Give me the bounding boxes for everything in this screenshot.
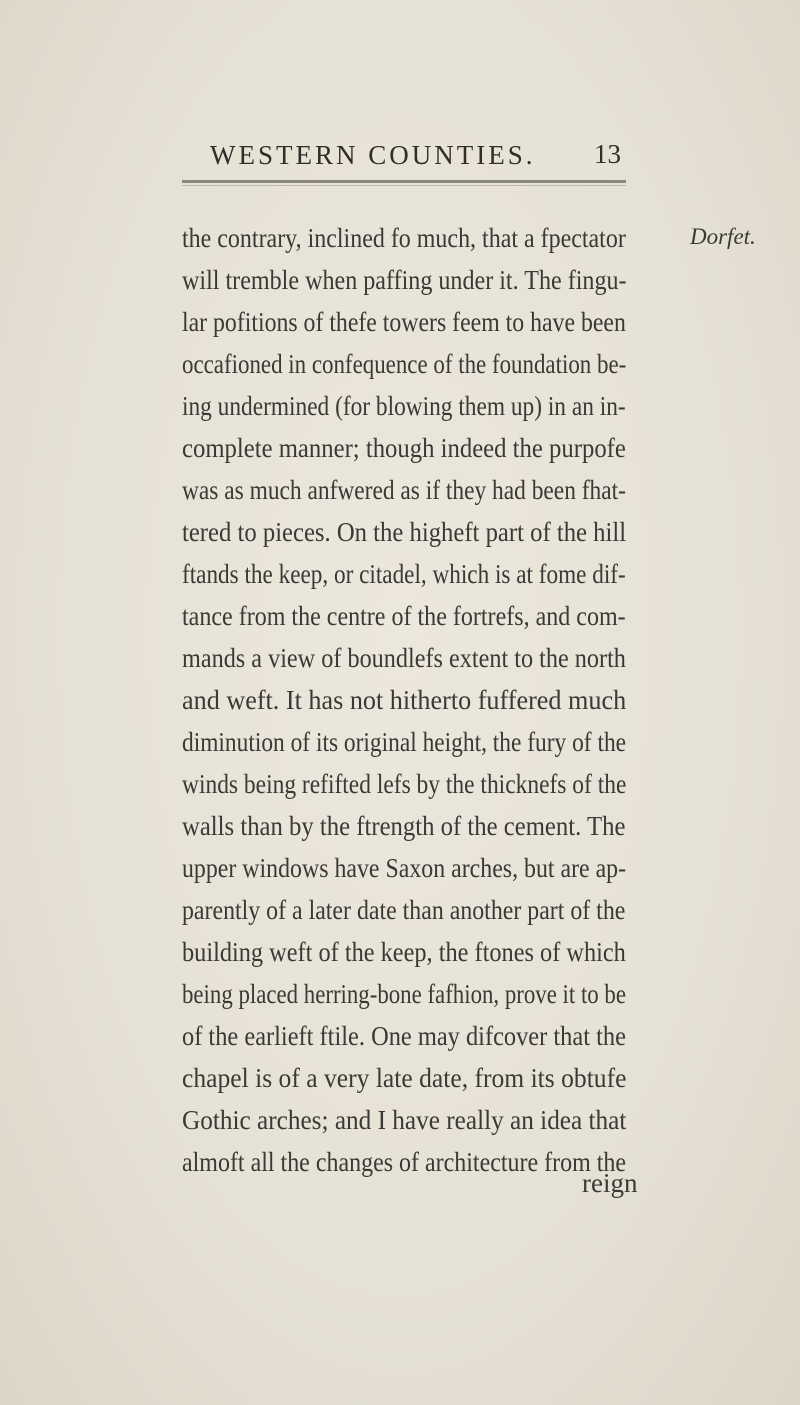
text-line: Gothic arches; and I have really an idea that <box>182 1105 627 1135</box>
text-line: tance from the centre of the fortrefs, and com- <box>182 601 626 631</box>
text-line: upper windows have Saxon arches, but are ap- <box>182 853 627 883</box>
header-rule-thin <box>182 185 626 186</box>
text-line: walls than by the ftrength of the cement. The <box>182 811 626 841</box>
text-line: ing undermined (for blowing them up) in an in- <box>182 391 626 421</box>
catchword: reign <box>582 1168 638 1198</box>
text-line: parently of a later date than another part of the <box>182 895 626 925</box>
text-line: mands a view of boundlefs extent to the north <box>182 643 626 673</box>
text-line: lar pofitions of thefe towers feem to have been <box>182 307 626 337</box>
text-line: and weft. It has not hitherto fuffered much <box>182 685 627 715</box>
text-line: of the earlieft ftile. One may difcover that the <box>182 1021 626 1051</box>
text-line: diminution of its original height, the fury of the <box>182 727 627 757</box>
page-number: 13 <box>594 139 621 169</box>
margin-note: Dorfet. <box>690 224 756 249</box>
text-line: was as much anfwered as if they had been fhat- <box>182 475 626 505</box>
text-line: almoft all the changes of architecture from the <box>182 1147 627 1177</box>
text-line: chapel is of a very late date, from its obtufe <box>182 1063 627 1093</box>
text-line: being placed herring-bone fafhion, prove it to be <box>182 979 626 1009</box>
text-line: winds being refifted lefs by the thicknefs of the <box>182 769 627 799</box>
text-line: the contrary, inclined fo much, that a fpectator <box>182 223 626 253</box>
running-head: WESTERN COUNTIES. <box>210 140 536 170</box>
text-line: ftands the keep, or citadel, which is at fome dif- <box>182 559 626 589</box>
header-rule <box>182 180 626 183</box>
text-line: building weft of the keep, the ftones of which <box>182 937 626 967</box>
text-line: will tremble when paffing under it. The fingu- <box>182 265 627 295</box>
text-line: occafioned in confequence of the foundation be- <box>182 349 627 379</box>
text-line: complete manner; though indeed the purpofe <box>182 433 626 463</box>
text-line: tered to pieces. On the higheft part of the hill <box>182 517 627 547</box>
